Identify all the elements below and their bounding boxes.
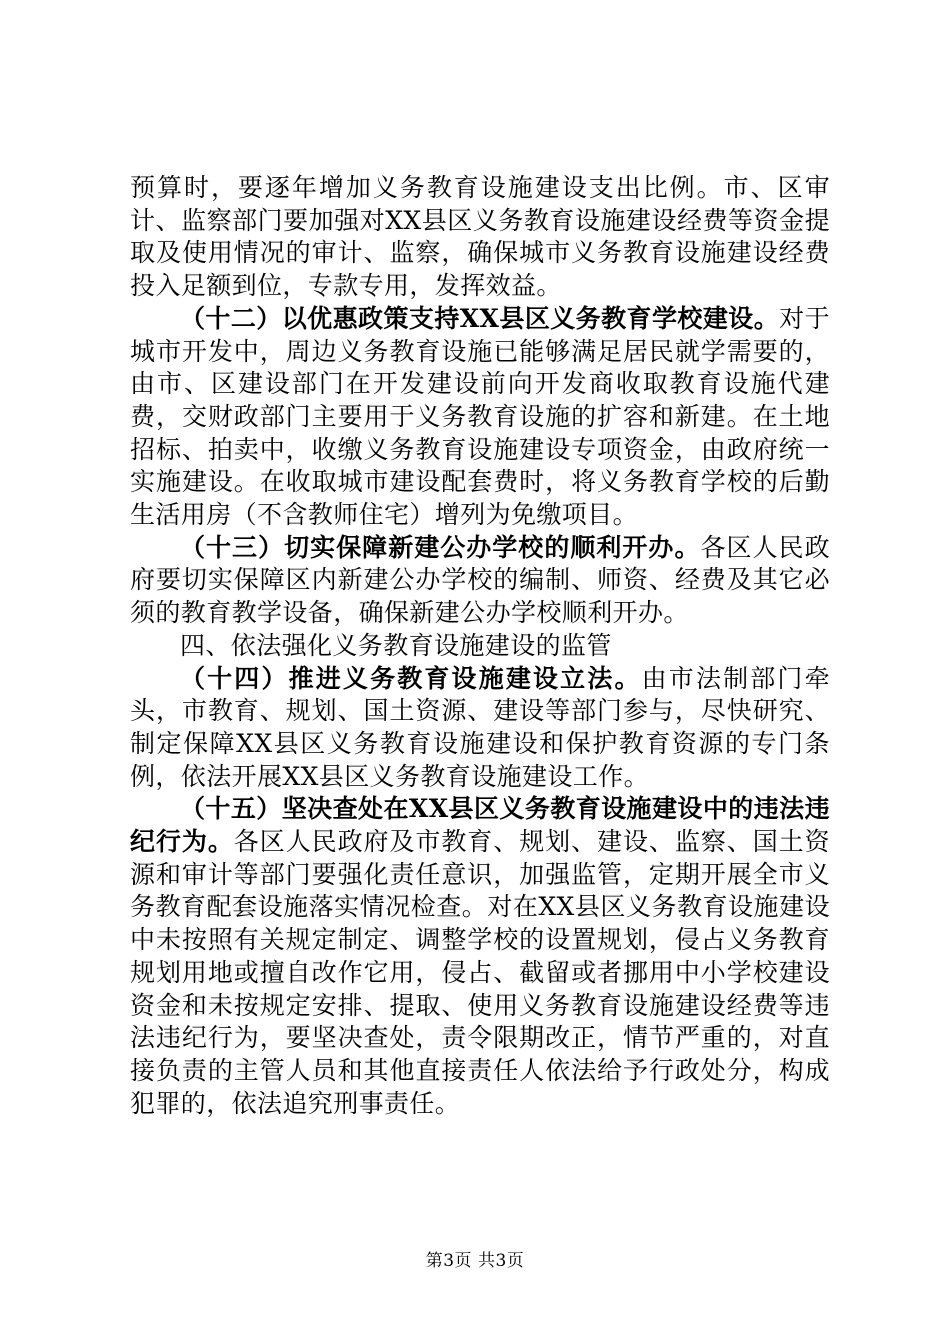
paragraph-13 xyxy=(130,532,830,630)
page-footer xyxy=(0,1246,950,1271)
page-number-label: 第3页 共3页 xyxy=(425,1251,525,1271)
paragraph-15 xyxy=(130,793,830,1120)
paragraph-lead: （十三）切实保障新建公办学校的顺利开办。 xyxy=(180,532,701,562)
paragraph-lead: （十二）以优惠政策支持XX县区义务教育学校建设。 xyxy=(180,303,780,333)
paragraph-lead: （十四）推进义务教育设施建设立法。 xyxy=(180,663,642,693)
document-body xyxy=(130,172,830,1120)
paragraph-lead: （十五）坚决查处在XX县区义务教育设施建设中的违法违纪行为。 xyxy=(130,794,830,857)
paragraph-text: 由市法制部门牵头，市教育、规划、国土资源、建设等部门参与，尽快研究、制定保障XX县区义务教育设施建设和保护教育资源的专门条例，依法开展XX县区义务教育设施建设工作。 xyxy=(130,663,830,791)
paragraph-12 xyxy=(130,303,830,532)
paragraph-text: 预算时，要逐年增加义务教育设施建设支出比例。市、区审计、监察部门要加强对XX县区义务教育设施建设经费等资金提取及使用情况的审计、监察，确保城市义务教育设施建设经费投入足额到位，专款专用，发挥效益。 xyxy=(130,173,830,301)
paragraph-text: 各区人民政府及市教育、规划、建设、监察、国土资源和审计等部门要强化责任意识，加强监管，定期开展全市义务教育配套设施落实情况检查。对在XX县区义务教育设施建设中未按照有关规定制定、调整学校的设置规划，侵占义务教育规划用地或擅自改作它用，侵占、截留或者挪用中小学校建设资金和未按规定安排、提取、使用义务教育设施建设经费等违法违纪行为，要坚决查处，责令限期改正，情节严重的，对直接负责的主管人员和其他直接责任人依法给予行政处分，构成犯罪的，依法追究刑事责任。 xyxy=(130,827,831,1118)
paragraph-text: 各区人民政府要切实保障区内新建公办学校的编制、师资、经费及其它必须的教育教学设备，确保新建公办学校顺利开办。 xyxy=(130,532,830,628)
paragraph-text: 对于城市开发中，周边义务教育设施已能够满足居民就学需要的，由市、区建设部门在开发建设前向开发商收取教育设施代建费，交财政部门主要用于义务教育设施的扩容和新建。在土地招标、拍卖中，收缴义务教育设施建设专项资金，由政府统一实施建设。在收取城市建设配套费时，将义务教育学校的后勤生活用房（不含教师住宅）增列为免缴项目。 xyxy=(130,303,830,530)
section-heading: 四、依法强化义务教育设施建设的监管 xyxy=(180,630,612,660)
paragraph-14 xyxy=(130,663,830,794)
paragraph-budget xyxy=(130,172,830,303)
